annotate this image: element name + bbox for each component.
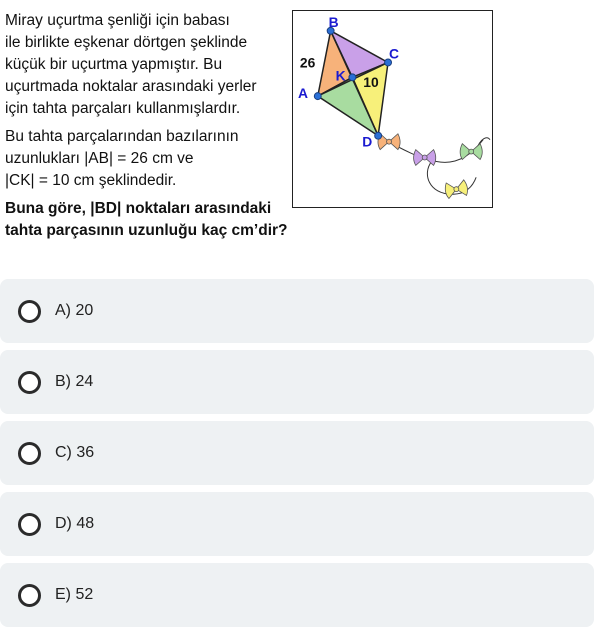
question-text xyxy=(5,10,295,248)
option-value: 48 xyxy=(76,515,95,532)
label-c: C xyxy=(389,45,400,62)
side-ck-length: 10 xyxy=(363,74,379,91)
kite-figure xyxy=(292,10,493,208)
point-a xyxy=(314,93,321,100)
bow-purple-icon xyxy=(414,150,436,166)
kite-diagram xyxy=(293,11,492,207)
option-value: 20 xyxy=(75,302,94,319)
question-line: küçük bir uçurtma yapmıştır. Bu xyxy=(5,56,223,73)
option-value: 52 xyxy=(75,586,94,603)
label-a: A xyxy=(297,85,308,102)
side-ab-length: 26 xyxy=(299,54,316,71)
question-line: Miray uçurtma şenliği için babası xyxy=(5,12,230,29)
question-prompt-line: Buna göre, |BD| noktaları arasındaki xyxy=(5,200,272,217)
question-paragraph-1 xyxy=(5,10,295,120)
question-line: için tahta parçaları kullanmışlardır. xyxy=(5,100,241,117)
option-letter: D) xyxy=(55,515,72,532)
option-letter: A) xyxy=(55,302,71,319)
option-d[interactable] xyxy=(0,492,594,556)
bow-yellow-icon xyxy=(444,179,469,198)
question-prompt-line: tahta parçasının uzunluğu kaç cm’dir? xyxy=(5,222,288,239)
option-letter: E) xyxy=(55,586,71,603)
label-k: K xyxy=(335,67,346,84)
option-c[interactable] xyxy=(0,421,594,485)
label-d: D xyxy=(362,133,373,150)
radio-circle-icon[interactable] xyxy=(18,442,41,465)
option-label xyxy=(55,373,93,391)
question-line: uçurtmada noktalar arasındaki yerler xyxy=(5,78,257,95)
option-label xyxy=(55,302,93,320)
point-k xyxy=(349,74,356,81)
question-prompt xyxy=(5,198,295,242)
question-line: Bu tahta parçalarından bazılarının xyxy=(5,128,239,145)
question-paragraph-2 xyxy=(5,126,295,192)
question-line: ile birlikte eşkenar dörtgen şeklinde xyxy=(5,34,248,51)
radio-circle-icon[interactable] xyxy=(18,300,41,323)
option-a[interactable] xyxy=(0,279,594,343)
option-e[interactable] xyxy=(0,563,594,627)
option-label xyxy=(55,444,94,462)
option-value: 36 xyxy=(76,444,95,461)
point-d xyxy=(375,132,382,139)
bow-green-icon xyxy=(460,144,482,160)
option-label xyxy=(55,515,94,533)
radio-circle-icon[interactable] xyxy=(18,584,41,607)
radio-circle-icon[interactable] xyxy=(18,371,41,394)
radio-circle-icon[interactable] xyxy=(18,513,41,536)
option-letter: B) xyxy=(55,373,71,390)
option-b[interactable] xyxy=(0,350,594,414)
option-label xyxy=(55,586,93,604)
question-line: |CK| = 10 cm şeklindedir. xyxy=(5,172,177,189)
option-letter: C) xyxy=(55,444,72,461)
question-line: uzunlukları |AB| = 26 cm ve xyxy=(5,150,194,167)
label-b: B xyxy=(328,13,339,30)
option-value: 24 xyxy=(75,373,94,390)
